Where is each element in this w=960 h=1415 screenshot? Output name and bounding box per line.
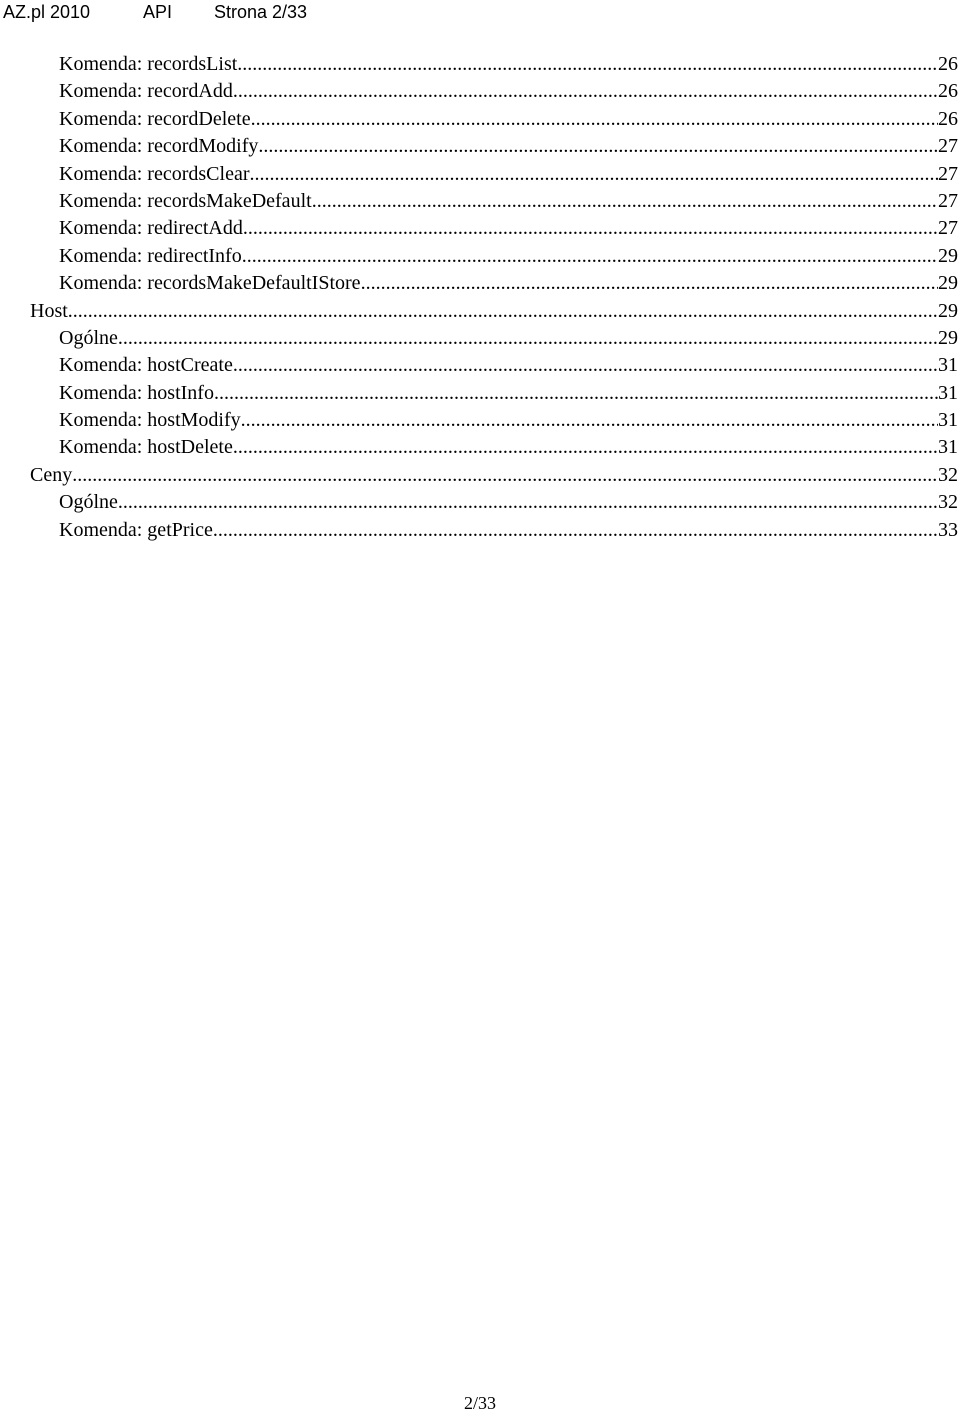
- toc-entry-page: 27: [938, 162, 958, 185]
- toc-entry-page: 29: [938, 299, 958, 322]
- toc-entry[interactable]: [0, 352, 960, 379]
- toc-entry[interactable]: [0, 489, 960, 516]
- toc-entry-page: 27: [938, 189, 958, 212]
- toc-entry-page: 26: [938, 107, 958, 130]
- toc-dot-leader: [258, 133, 938, 160]
- toc-dot-leader: [312, 188, 938, 215]
- toc-dot-leader: [118, 489, 938, 516]
- page-footer: [0, 1391, 960, 1415]
- toc-entry-title: Komenda: getPrice: [59, 518, 213, 541]
- toc-entry-title: Komenda: hostInfo: [59, 381, 214, 404]
- toc-entry[interactable]: [0, 380, 960, 407]
- toc-dot-leader: [242, 243, 938, 270]
- toc-dot-leader: [237, 51, 938, 78]
- toc-entry-page: 29: [938, 272, 958, 295]
- toc-dot-leader: [233, 434, 938, 461]
- toc-entry[interactable]: [0, 270, 960, 297]
- toc-entry[interactable]: [0, 434, 960, 461]
- toc-entry-page: 31: [938, 381, 958, 404]
- toc-entry-title: Komenda: recordDelete: [59, 107, 251, 130]
- toc-entry-page: 31: [938, 409, 958, 432]
- toc-entry-title: Ogólne: [59, 491, 118, 514]
- toc-entry-page: 26: [938, 80, 958, 103]
- toc-dot-leader: [241, 407, 938, 434]
- toc-dot-leader: [233, 352, 938, 379]
- footer-page-number: 2/33: [463, 1393, 496, 1413]
- toc-entry-page: 29: [938, 244, 958, 267]
- toc-entry-title: Ogólne: [59, 326, 118, 349]
- toc-entry[interactable]: [0, 161, 960, 188]
- toc-entry-page: 27: [938, 217, 958, 240]
- toc-dot-leader: [213, 517, 938, 544]
- toc-dot-leader: [233, 78, 938, 105]
- toc-entry-page: 26: [938, 53, 958, 75]
- toc-dot-leader: [118, 325, 938, 352]
- toc-entry[interactable]: [0, 133, 960, 160]
- header-section-name: API: [143, 2, 173, 22]
- table-of-contents: [0, 51, 960, 544]
- toc-entry[interactable]: [0, 298, 960, 325]
- toc-entry-title: Komenda: recordsClear: [59, 162, 250, 185]
- toc-dot-leader: [249, 161, 938, 188]
- toc-entry-page: 31: [938, 354, 958, 377]
- toc-entry[interactable]: [0, 78, 960, 105]
- toc-entry-title: Komenda: recordsList: [59, 53, 238, 75]
- toc-dot-leader: [68, 298, 938, 325]
- toc-entry[interactable]: [0, 106, 960, 133]
- toc-entry-title: Komenda: recordModify: [59, 135, 259, 158]
- toc-entry-title: Komenda: hostModify: [59, 409, 241, 432]
- toc-entry[interactable]: [0, 407, 960, 434]
- toc-entry-page: 27: [938, 135, 958, 158]
- toc-dot-leader: [72, 462, 938, 489]
- toc-entry[interactable]: [0, 215, 960, 242]
- toc-entry-page: 33: [938, 518, 958, 541]
- toc-entry-title: Komenda: hostCreate: [59, 354, 233, 377]
- header-document-name: AZ.pl 2010: [3, 2, 91, 22]
- toc-entry-title: Komenda: hostDelete: [59, 436, 233, 459]
- toc-entry-title: Komenda: redirectAdd: [59, 217, 243, 240]
- toc-entry[interactable]: [0, 462, 960, 489]
- toc-entry[interactable]: [0, 51, 960, 78]
- toc-entry-page: 32: [938, 491, 958, 514]
- toc-entry-title: Komenda: recordAdd: [59, 80, 233, 103]
- toc-entry[interactable]: [0, 325, 960, 352]
- toc-entry-title: Komenda: recordsMakeDefault: [59, 189, 312, 212]
- toc-entry-title: Komenda: recordsMakeDefaultIStore: [59, 272, 361, 295]
- toc-dot-leader: [251, 106, 938, 133]
- header-page-indicator: Strona 2/33: [214, 2, 308, 22]
- toc-entry[interactable]: [0, 517, 960, 544]
- toc-entry-page: 32: [938, 463, 958, 486]
- toc-entry[interactable]: [0, 243, 960, 270]
- toc-entry-title: Ceny: [30, 463, 73, 486]
- toc-dot-leader: [243, 215, 938, 242]
- toc-entry[interactable]: [0, 188, 960, 215]
- toc-entry-title: Host: [30, 299, 68, 322]
- toc-entry-title: Komenda: redirectInfo: [59, 244, 242, 267]
- page-header: [0, 0, 960, 24]
- toc-entry-page: 31: [938, 436, 958, 459]
- toc-entry-page: 29: [938, 326, 958, 349]
- toc-dot-leader: [361, 270, 938, 297]
- toc-dot-leader: [214, 380, 938, 407]
